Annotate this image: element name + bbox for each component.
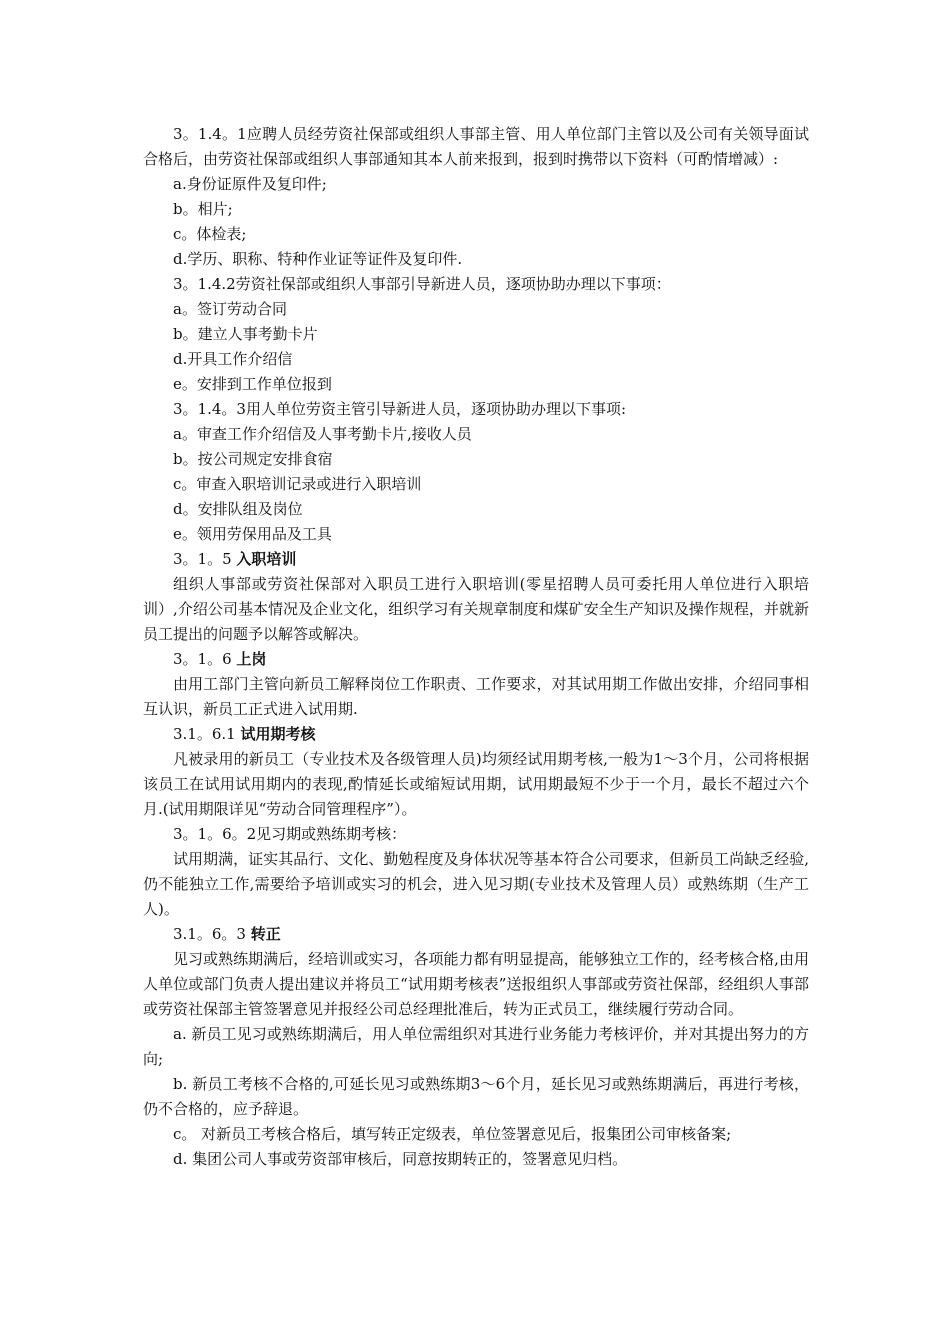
section-title: 试用期考核 — [240, 725, 316, 743]
list-item: c。审查入职培训记录或进行入职培训 — [173, 475, 422, 493]
list-item: b。相片; — [173, 200, 233, 218]
list-item: a. 新员工见习或熟练期满后，用人单位需组织对其进行业务能力考核评价，并对其提出努力的方向; — [143, 1025, 809, 1068]
section-heading-regular — [143, 922, 809, 947]
section-heading-onboard — [143, 647, 809, 672]
list-item: c。体检表; — [173, 225, 247, 243]
list-item: b. 新员工考核不合格的,可延长见习或熟练期3～6个月，延长见习或熟练期满后，再进行考核，仍不合格的，应予辞退。 — [143, 1075, 809, 1118]
section-number: 3.1。6。3 — [173, 925, 251, 943]
list-item: a。审查工作介绍信及人事考勤卡片,接收人员 — [173, 425, 472, 443]
paragraph-regular: 见习或熟练期满后，经培训或实习，各项能力都有明显提高，能够独立工作的，经考核合格,由用人单位或部门负责人提出建议并将员工“试用期考核表”送报组织人事部或劳资社保部，经组织人事部或劳资社保部主管签署意见并报经公司总经理批准后，转为正式员工，继续履行劳动合同。 — [143, 950, 809, 1018]
section-number: 3.1。6.1 — [173, 725, 241, 743]
section-heading-training — [143, 547, 809, 572]
section-heading-internship: 3。1。6。2见习期或熟练期考核： — [173, 825, 407, 843]
section-number: 3。1。5 — [173, 550, 237, 568]
paragraph-probation: 凡被录用的新员工（专业技术及各级管理人员)均须经试用期考核,一般为1～3个月，公司将根据该员工在试用试用期内的表现,酌情延长或缩短试用期，试用期最短不少于一个月，最长不超过六个月.(试用期限详见“劳动合同管理程序”）。 — [143, 750, 809, 818]
list-item: e。领用劳保用品及工具 — [173, 525, 332, 543]
list-item: a。签订劳动合同 — [173, 300, 287, 318]
list-item: b。建立人事考勤卡片 — [173, 325, 318, 343]
section-title: 上岗 — [236, 650, 267, 668]
list-item: c。 对新员工考核合格后，填写转正定级表，单位签署意见后，报集团公司审核备案; — [173, 1125, 732, 1143]
document-body — [143, 122, 809, 1172]
paragraph-3-1-4-1: 3。1.4。1应聘人员经劳资社保部或组织人事部主管、用人单位部门主管以及公司有关领导面试合格后，由劳资社保部或组织人事部通知其本人前来报到，报到时携带以下资料（可酌情增减）: — [143, 125, 809, 168]
paragraph-onboard: 由用工部门主管向新员工解释岗位工作职责、工作要求，对其试用期工作做出安排，介绍同事相互认识，新员工正式进入试用期. — [143, 675, 809, 718]
list-item: a.身份证原件及复印件; — [173, 175, 327, 193]
paragraph-3-1-4-3: 3。1.4。3用人单位劳资主管引导新进人员，逐项协助办理以下事项: — [173, 400, 626, 418]
list-item: d。安排队组及岗位 — [173, 500, 303, 518]
list-item: d.开具工作介绍信 — [173, 350, 293, 368]
section-title: 入职培训 — [236, 550, 297, 568]
section-title: 转正 — [250, 925, 281, 943]
paragraph-internship: 试用期满，证实其品行、文化、勤勉程度及身体状况等基本符合公司要求，但新员工尚缺乏经验,仍不能独立工作,需要给予培训或实习的机会，进入见习期(专业技术及管理人员）或熟练期（生产工人)。 — [143, 850, 809, 918]
paragraph-3-1-4-2: 3。1.4.2劳资社保部或组织人事部引导新进人员，逐项协助办理以下事项： — [173, 275, 671, 293]
paragraph-training: 组织人事部或劳资社保部对入职员工进行入职培训(零星招聘人员可委托用人单位进行入职培训）,介绍公司基本情况及企业文化，组织学习有关规章制度和煤矿安全生产知识及操作规程，并就新员工提出的问题予以解答或解决。 — [143, 575, 809, 643]
list-item: d.学历、职称、特种作业证等证件及复印件. — [173, 250, 463, 268]
section-number: 3。1。6 — [173, 650, 237, 668]
list-item: b。按公司规定安排食宿 — [173, 450, 333, 468]
list-item: e。安排到工作单位报到 — [173, 375, 332, 393]
list-item: d. 集团公司人事或劳资部审核后，同意按期转正的，签署意见归档。 — [173, 1150, 628, 1168]
section-heading-probation — [143, 722, 809, 747]
